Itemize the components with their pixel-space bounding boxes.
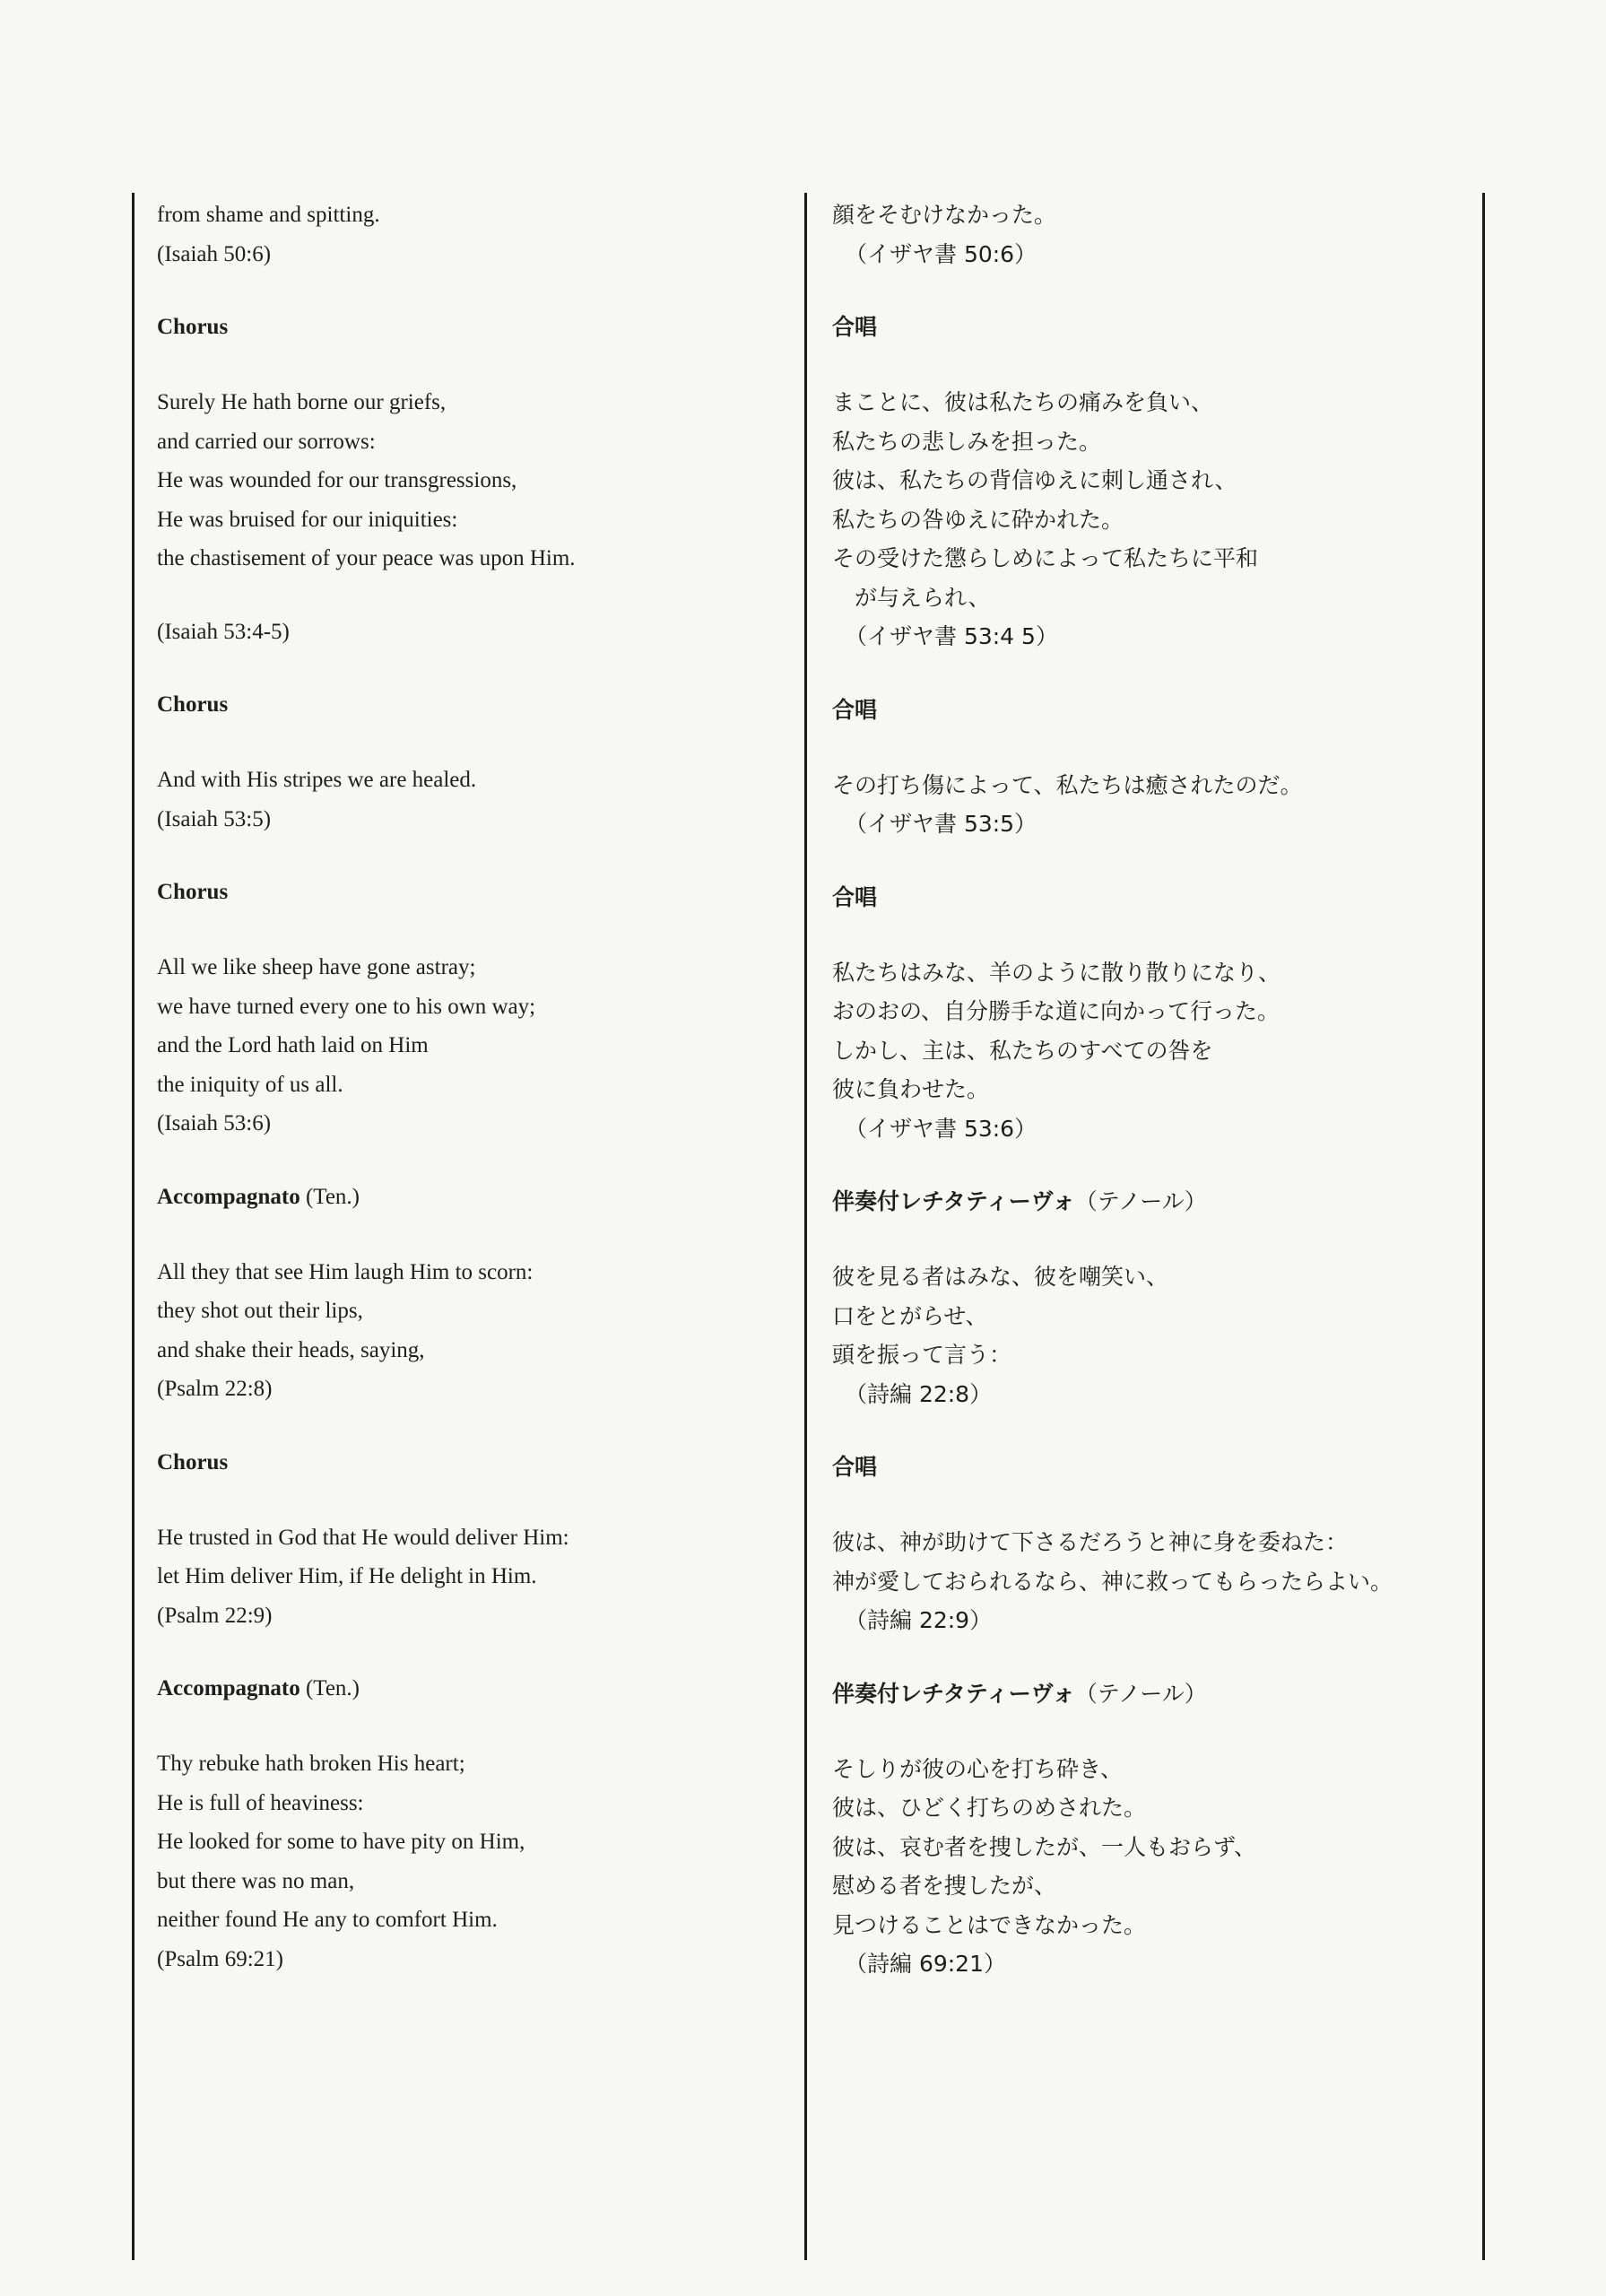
lyric-line: 私たちの悲しみを担った。 xyxy=(832,428,1102,455)
left-column-rule xyxy=(132,193,135,2260)
lyric-section xyxy=(157,1669,785,1979)
lyric-section xyxy=(157,685,785,839)
lyric-line: Thy rebuke hath broken His heart; xyxy=(157,1752,465,1776)
lyric-line: 彼は、ひどく打ちのめされた。 xyxy=(832,1795,1147,1821)
scripture-reference: (Isaiah 53:4-5) xyxy=(157,619,290,644)
section-heading-text: 伴奏付レチタティーヴォ xyxy=(832,1680,1075,1707)
section-heading xyxy=(832,1182,1478,1222)
section-heading xyxy=(157,1443,785,1483)
scripture-reference: (Psalm 69:21) xyxy=(157,1946,283,1971)
voice-part-note: （テノール） xyxy=(1074,1680,1207,1707)
lyric-line: He was wounded for our transgressions, xyxy=(157,468,517,492)
lyric-line: All we like sheep have gone astray; xyxy=(157,955,476,979)
lyric-line: が与えられ、 xyxy=(832,584,991,611)
voice-part-note: (Ten.) xyxy=(299,1676,360,1700)
section-heading-text: Chorus xyxy=(157,692,229,717)
section-heading-text: 伴奏付レチタティーヴォ xyxy=(832,1188,1075,1214)
section-heading xyxy=(157,685,785,725)
center-column-rule xyxy=(804,193,807,2260)
lyric-line: おのおの、自分勝手な道に向かって行った。 xyxy=(832,998,1280,1024)
lyric-section xyxy=(157,1178,785,1409)
section-heading xyxy=(832,1674,1478,1714)
voice-part-note: (Ten.) xyxy=(299,1184,360,1209)
section-heading-text: Accompagnato xyxy=(157,1184,300,1209)
lyric-line: let Him deliver Him, if He delight in Him. xyxy=(157,1564,537,1588)
lyric-line: they shot out their lips, xyxy=(157,1299,363,1323)
lyric-line: 顔をそむけなかった。 xyxy=(832,202,1057,228)
lyric-line: and carried our sorrows: xyxy=(157,429,376,454)
lyric-line: 彼を見る者はみな、彼を嘲笑い、 xyxy=(832,1264,1169,1290)
lyric-line: 私たちの咎ゆえに砕かれた。 xyxy=(832,506,1124,533)
right-column-rule xyxy=(1482,193,1485,2260)
japanese-lyrics-column xyxy=(832,196,1478,1984)
lyric-section xyxy=(157,1443,785,1636)
section-heading xyxy=(832,1448,1478,1487)
voice-part-note: （テノール） xyxy=(1074,1188,1207,1214)
lyric-section xyxy=(832,691,1478,844)
scripture-reference: (Isaiah 53:5) xyxy=(157,806,272,831)
lyric-line: 彼は、神が助けて下さるだろうと神に身を委ねた： xyxy=(832,1529,1349,1555)
section-heading-text: 合唱 xyxy=(832,883,878,910)
lyric-line: All they that see Him laugh Him to scorn: xyxy=(157,1259,534,1284)
lyric-section xyxy=(157,873,785,1144)
section-heading xyxy=(157,1669,785,1709)
section-heading xyxy=(832,308,1478,347)
blank-line xyxy=(157,578,785,613)
section-heading-text: 合唱 xyxy=(832,696,878,723)
lyric-line: まことに、彼は私たちの痛みを負い、 xyxy=(832,389,1214,415)
lyric-line: the iniquity of us all. xyxy=(157,1072,343,1097)
section-heading xyxy=(832,878,1478,918)
lyric-line: the chastisement of your peace was upon Him. xyxy=(157,546,576,570)
section-heading xyxy=(157,873,785,912)
section-heading-text: Chorus xyxy=(157,315,229,339)
lyric-section xyxy=(832,308,1478,657)
lyric-line: 頭を振って言う： xyxy=(832,1342,1012,1368)
section-heading-text: Chorus xyxy=(157,1449,229,1474)
english-lyrics-column xyxy=(157,196,785,1979)
lyric-line: neither found He any to comfort Him. xyxy=(157,1908,498,1932)
lyric-line: He looked for some to have pity on Him, xyxy=(157,1830,525,1854)
lyric-line: 口をとがらせ、 xyxy=(832,1302,988,1329)
lyric-section xyxy=(832,196,1478,274)
lyric-line: しかし、主は、私たちのすべての咎を xyxy=(832,1037,1213,1064)
scripture-reference: （イザヤ書 53:4 5） xyxy=(845,623,1058,649)
lyric-section xyxy=(832,878,1478,1149)
lyric-line: Surely He hath borne our griefs, xyxy=(157,390,447,414)
section-heading-text: 合唱 xyxy=(832,1454,878,1480)
lyric-line: we have turned every one to his own way; xyxy=(157,994,536,1019)
lyric-line: but there was no man, xyxy=(157,1868,355,1893)
scripture-reference: （イザヤ書 53:5） xyxy=(845,811,1037,837)
lyric-section xyxy=(832,1182,1478,1413)
lyric-section xyxy=(157,308,785,651)
scripture-reference: （詩編 22:8） xyxy=(845,1380,993,1407)
scripture-reference: （詩編 69:21） xyxy=(845,1951,1006,1977)
lyric-line: その打ち傷によって、私たちは癒されたのだ。 xyxy=(832,771,1303,798)
scripture-reference: （イザヤ書 50:6） xyxy=(845,240,1037,267)
lyric-section xyxy=(832,1674,1478,1984)
lyric-line: 神が愛しておられるなら、神に救ってもらったらよい。 xyxy=(832,1568,1393,1595)
scripture-reference: (Psalm 22:9) xyxy=(157,1603,273,1628)
scripture-reference: (Isaiah 50:6) xyxy=(157,241,272,266)
scripture-reference: (Isaiah 53:6) xyxy=(157,1111,272,1135)
lyric-line: そしりが彼の心を打ち砕き、 xyxy=(832,1755,1124,1782)
scripture-reference: （イザヤ書 53:6） xyxy=(845,1115,1037,1142)
lyric-line: 彼に負わせた。 xyxy=(832,1076,990,1102)
lyric-line: He is full of heaviness: xyxy=(157,1790,364,1815)
section-heading xyxy=(832,691,1478,730)
lyric-line: He was bruised for our iniquities: xyxy=(157,507,458,532)
section-heading xyxy=(157,1178,785,1217)
lyric-line: And with His stripes we are healed. xyxy=(157,768,477,792)
lyric-line: 慰める者を捜したが、 xyxy=(832,1873,1057,1899)
lyric-line: from shame and spitting. xyxy=(157,203,380,227)
scripture-reference: (Psalm 22:8) xyxy=(157,1377,273,1401)
lyric-line: and shake their heads, saying, xyxy=(157,1337,425,1362)
scripture-reference: （詩編 22:9） xyxy=(845,1607,993,1633)
lyric-line: and the Lord hath laid on Him xyxy=(157,1033,429,1057)
lyric-line: 私たちはみな、羊のように散り散りになり、 xyxy=(832,959,1281,986)
lyric-line: He trusted in God that He would deliver Him: xyxy=(157,1525,569,1550)
section-heading-text: Accompagnato xyxy=(157,1676,300,1700)
section-heading-text: 合唱 xyxy=(832,314,878,340)
lyric-line: 彼は、哀む者を捜したが、一人もおらず、 xyxy=(832,1833,1257,1860)
lyric-line: 見つけることはできなかった。 xyxy=(832,1911,1147,1938)
lyric-line: その受けた懲らしめによって私たちに平和 xyxy=(832,545,1259,571)
section-heading-text: Chorus xyxy=(157,880,229,904)
lyric-section xyxy=(832,1448,1478,1640)
lyric-section xyxy=(157,196,785,274)
lyric-line: 彼は、私たちの背信ゆえに刺し通され、 xyxy=(832,467,1237,493)
section-heading xyxy=(157,308,785,347)
